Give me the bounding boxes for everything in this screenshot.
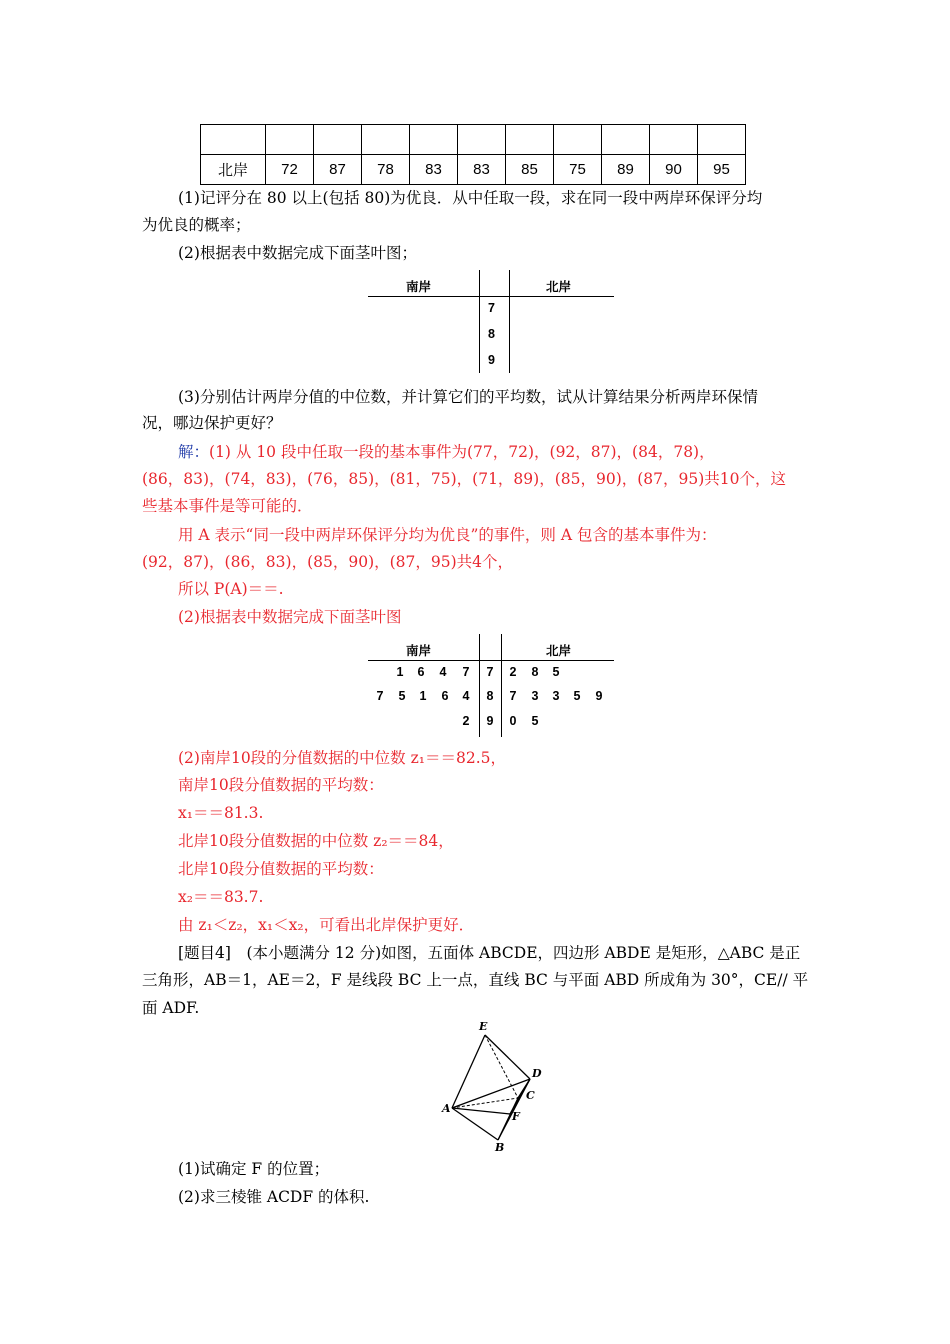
leaf: 6 xyxy=(441,689,449,703)
stem-divider-right xyxy=(509,270,510,373)
leaf: 5 xyxy=(398,689,406,703)
leaf: 9 xyxy=(595,689,603,703)
leaf: 1 xyxy=(396,665,404,679)
table-cell xyxy=(698,125,746,155)
table-cell: 78 xyxy=(362,155,410,185)
table-cell: 85 xyxy=(506,155,554,185)
table-cell: 90 xyxy=(650,155,698,185)
table-cell: 87 xyxy=(314,155,362,185)
leaf: 2 xyxy=(509,665,517,679)
leaf: 0 xyxy=(509,714,517,728)
stem-7: 7 xyxy=(488,301,495,315)
solution-line-6: 所以 P(A)＝＝. xyxy=(178,580,284,598)
solution-line-4: 用 A 表示“同一段中两岸环保评分均为优良”的事件，则 A 包含的基本事件为： xyxy=(178,526,717,544)
label-a: A xyxy=(442,1102,451,1115)
edge-ec xyxy=(485,1035,518,1098)
label-e: E xyxy=(479,1020,488,1033)
label-c: C xyxy=(526,1089,535,1102)
table-cell xyxy=(458,125,506,155)
solution-mean-south: x₁＝＝81.3. xyxy=(178,804,264,822)
south-header: 南岸 xyxy=(406,280,432,294)
table-row xyxy=(201,155,746,185)
solution-text: (1) 从 10 段中任取一段的基本事件为(77，72)，(92，87)，(84，78)， xyxy=(209,443,715,461)
question-1-line-1: (1)记评分在 80 以上(包括 80)为优良．从中任取一段，求在同一段中两岸环保评分均 xyxy=(178,189,763,207)
table-cell xyxy=(266,125,314,155)
table-cell xyxy=(506,125,554,155)
table-cell xyxy=(602,125,650,155)
solution-line-1 xyxy=(178,440,715,462)
edge-af xyxy=(452,1108,510,1114)
solution-mean-north: x₂＝＝83.7. xyxy=(178,888,264,906)
stem-divider-left xyxy=(479,270,480,373)
solution-median-north: 北岸10段分值数据的中位数 z₂＝＝84， xyxy=(178,832,454,850)
problem-4-line-3: 面 ADF. xyxy=(142,999,200,1017)
row-label: 北岸 xyxy=(201,155,266,185)
stem-9: 9 xyxy=(488,353,495,367)
table-row xyxy=(201,125,746,155)
score-table xyxy=(200,124,746,185)
solution-label: 解： xyxy=(178,443,210,461)
pentahedron-figure xyxy=(430,1015,550,1155)
table-cell xyxy=(410,125,458,155)
solution-line-7: (2)根据表中数据完成下面茎叶图 xyxy=(178,608,402,626)
question-1-line-2: 为优良的概率； xyxy=(142,216,251,234)
table-cell: 89 xyxy=(602,155,650,185)
problem-4-line-2: 三角形，AB＝1，AE＝2，F 是线段 BC 上一点，直线 BC 与平面 ABD 所成角为 30°，CE// 平 xyxy=(142,971,809,989)
stem-9: 9 xyxy=(486,714,494,728)
leaf: 4 xyxy=(462,689,470,703)
south-header: 南岸 xyxy=(406,644,432,658)
label-f: F xyxy=(512,1110,520,1123)
table-cell xyxy=(650,125,698,155)
leaf: 8 xyxy=(531,665,539,679)
question-3-line-1: (3)分别估计两岸分值的中位数，并计算它们的平均数，试从计算结果分析两岸环保情 xyxy=(178,388,758,406)
solution-line-2: (86，83)，(74，83)，(76，85)，(81，75)，(71，89)，(85，90)，(87，95)共10个，这 xyxy=(142,470,787,488)
leaf: 5 xyxy=(573,689,581,703)
stem-8: 8 xyxy=(486,689,494,703)
leaf: 5 xyxy=(531,714,539,728)
leaf: 1 xyxy=(419,689,427,703)
question-2: (2)根据表中数据完成下面茎叶图； xyxy=(178,244,417,262)
problem-4-q1: (1)试确定 F 的位置； xyxy=(178,1160,330,1178)
stem-8: 8 xyxy=(488,327,495,341)
leaf: 3 xyxy=(531,689,539,703)
question-3-line-2: 况，哪边保护更好？ xyxy=(142,414,282,432)
problem-4-q2: (2)求三棱锥 ACDF 的体积. xyxy=(178,1188,370,1206)
north-header: 北岸 xyxy=(546,644,572,658)
edge-ac xyxy=(452,1098,518,1108)
problem-4-line-1: [题目4] (本小题满分 12 分)如图，五面体 ABCDE，四边形 ABDE 是矩形，△ABC 是正 xyxy=(178,944,801,962)
table-cell: 75 xyxy=(554,155,602,185)
solution-conclusion: 由 z₁＜z₂，x₁＜x₂，可看出北岸保护更好． xyxy=(178,916,475,934)
leaf: 7 xyxy=(376,689,384,703)
solution-mean-south-label: 南岸10段分值数据的平均数： xyxy=(178,776,384,794)
leaf: 7 xyxy=(462,665,470,679)
leaf: 5 xyxy=(552,665,560,679)
solution-mean-north-label: 北岸10段分值数据的平均数： xyxy=(178,860,384,878)
table-cell xyxy=(201,125,266,155)
table-cell xyxy=(314,125,362,155)
table-cell: 95 xyxy=(698,155,746,185)
leaf: 7 xyxy=(509,689,517,703)
label-b: B xyxy=(495,1141,505,1154)
leaf: 6 xyxy=(417,665,425,679)
table-cell xyxy=(362,125,410,155)
leaf: 4 xyxy=(439,665,447,679)
header-divider xyxy=(368,296,614,297)
edge-ed xyxy=(485,1035,530,1079)
table-cell: 83 xyxy=(410,155,458,185)
stem-7: 7 xyxy=(486,665,494,679)
header-divider xyxy=(368,660,614,661)
edge-ab xyxy=(452,1108,498,1140)
leaf: 2 xyxy=(462,714,470,728)
stem-divider-right xyxy=(501,634,502,737)
label-d: D xyxy=(532,1067,542,1080)
table-cell: 83 xyxy=(458,155,506,185)
solution-line-3: 些基本事件是等可能的． xyxy=(142,497,313,515)
table-cell: 72 xyxy=(266,155,314,185)
leaf: 3 xyxy=(552,689,560,703)
table-cell xyxy=(554,125,602,155)
solution-line-5: (92，87)，(86，83)，(85，90)，(87，95)共4个， xyxy=(142,553,514,571)
north-header: 北岸 xyxy=(546,280,572,294)
solution-median-south: (2)南岸10段的分值数据的中位数 z₁＝＝82.5， xyxy=(178,749,506,767)
